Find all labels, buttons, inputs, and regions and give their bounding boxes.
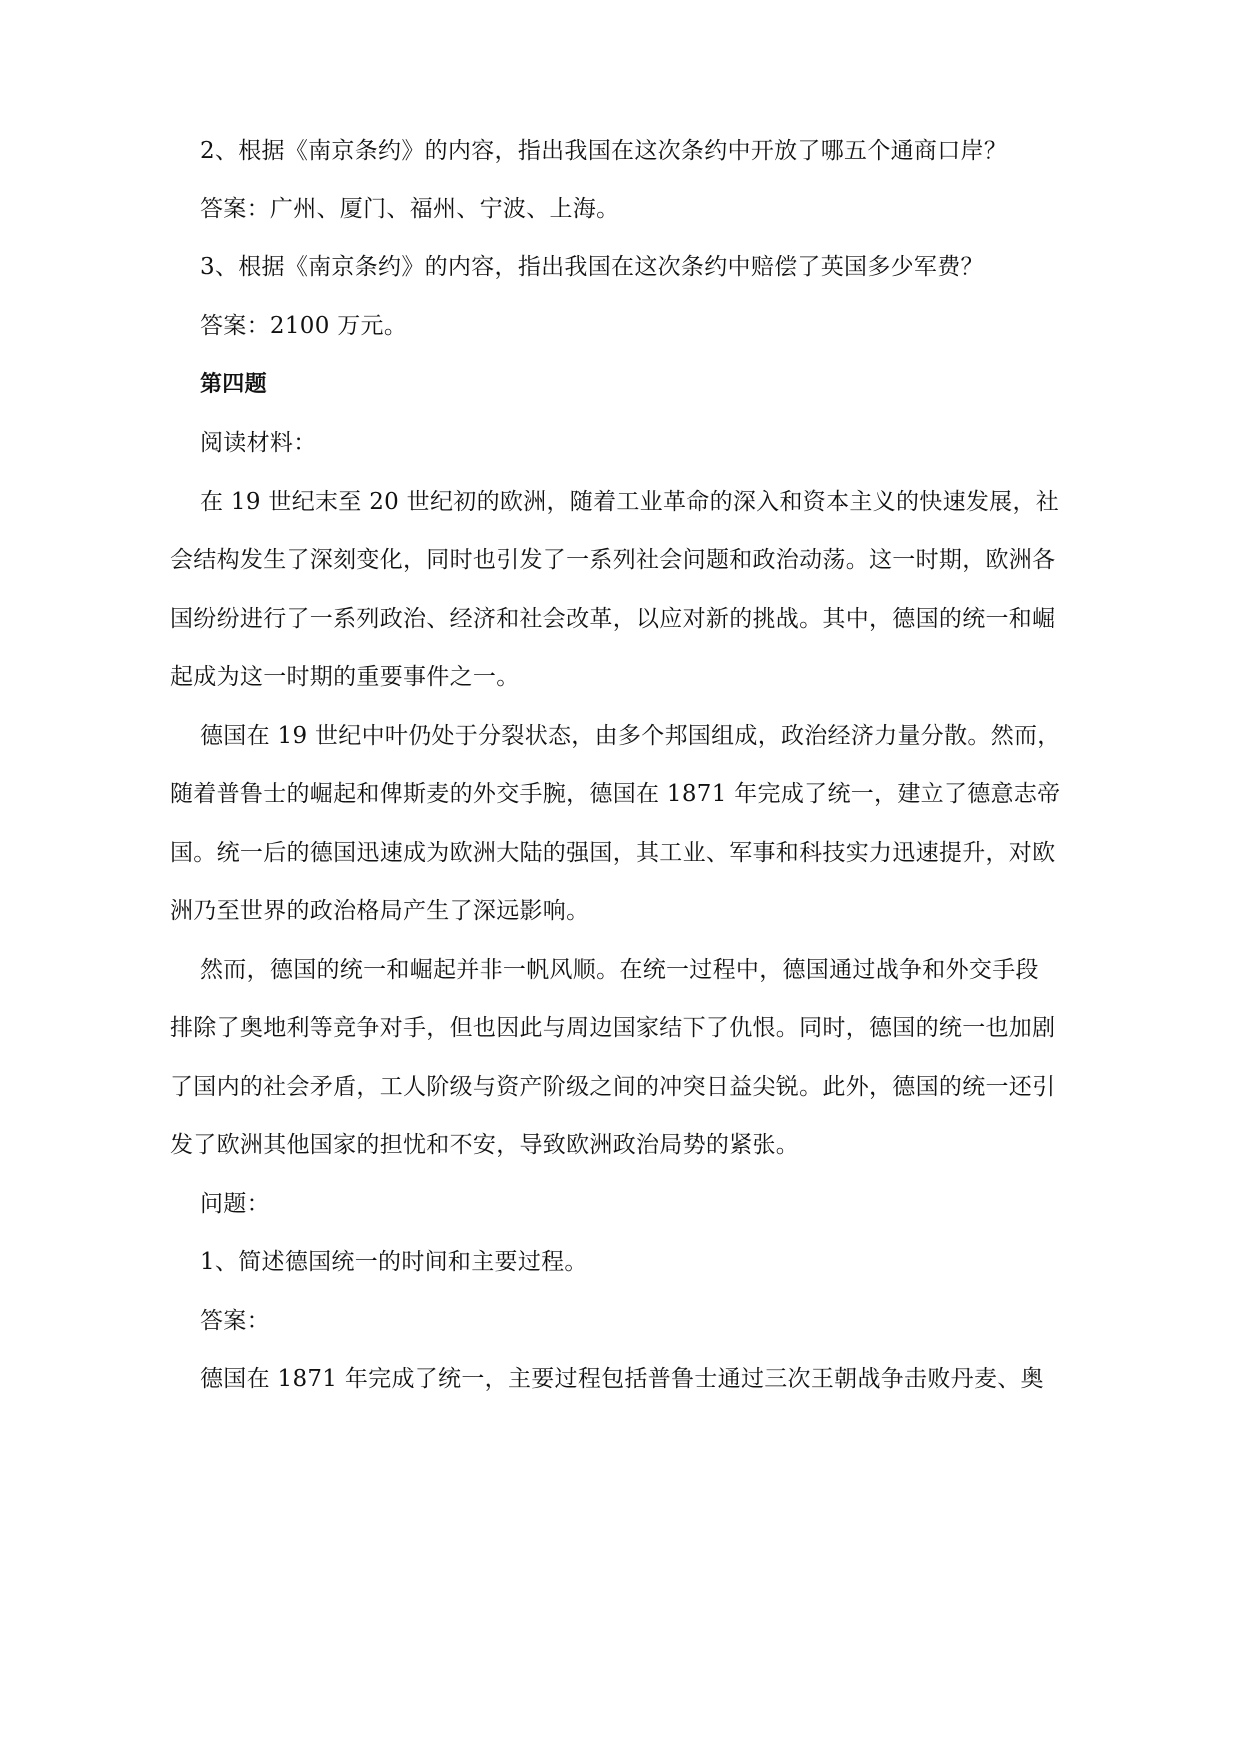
- paragraph-line: 洲乃至世界的政治格局产生了深远影响。: [170, 898, 590, 924]
- questions-label: 问题：: [200, 1191, 270, 1217]
- paragraph-line: 起成为这一时期的重要事件之一。: [170, 664, 520, 690]
- answer-2: 答案：广州、厦门、福州、宁波、上海。: [200, 196, 620, 222]
- answer-label: 答案：: [200, 1308, 270, 1334]
- answer-3: 答案：2100 万元。: [200, 313, 408, 339]
- paragraph-line: 在 19 世纪末至 20 世纪初的欧洲，随着工业革命的深入和资本主义的快速发展，社: [200, 489, 1060, 515]
- question-2: 2、根据《南京条约》的内容，指出我国在这次条约中开放了哪五个通商口岸？: [200, 138, 1008, 164]
- paragraph-line: 德国在 19 世纪中叶仍处于分裂状态，由多个邦国组成，政治经济力量分散。然而，: [200, 723, 1061, 749]
- paragraph-line: 排除了奥地利等竞争对手，但也因此与周边国家结下了仇恨。同时，德国的统一也加剧: [170, 1015, 1056, 1041]
- section-heading: 第四题: [200, 372, 267, 397]
- question-1: 1、简述德国统一的时间和主要过程。: [200, 1249, 588, 1275]
- question-3: 3、根据《南京条约》的内容，指出我国在这次条约中赔偿了英国多少军费？: [200, 254, 984, 280]
- paragraph-line: 发了欧洲其他国家的担忧和不安，导致欧洲政治局势的紧张。: [170, 1132, 800, 1158]
- paragraph-line: 随着普鲁士的崛起和俾斯麦的外交手腕，德国在 1871 年完成了统一，建立了德意志帝: [170, 781, 1061, 807]
- paragraph-line: 然而，德国的统一和崛起并非一帆风顺。在统一过程中，德国通过战争和外交手段: [200, 957, 1039, 983]
- paragraph-line: 国。统一后的德国迅速成为欧洲大陆的强国，其工业、军事和科技实力迅速提升，对欧: [170, 840, 1056, 866]
- paragraph-line: 国纷纷进行了一系列政治、经济和社会改革，以应对新的挑战。其中，德国的统一和崛: [170, 606, 1056, 632]
- paragraph-line: 会结构发生了深刻变化，同时也引发了一系列社会问题和政治动荡。这一时期，欧洲各: [170, 547, 1056, 573]
- paragraph-line: 了国内的社会矛盾，工人阶级与资产阶级之间的冲突日益尖锐。此外，德国的统一还引: [170, 1074, 1056, 1100]
- answer-1: 德国在 1871 年完成了统一，主要过程包括普鲁士通过三次王朝战争击败丹麦、奥: [200, 1366, 1044, 1392]
- reading-material-label: 阅读材料：: [200, 430, 317, 456]
